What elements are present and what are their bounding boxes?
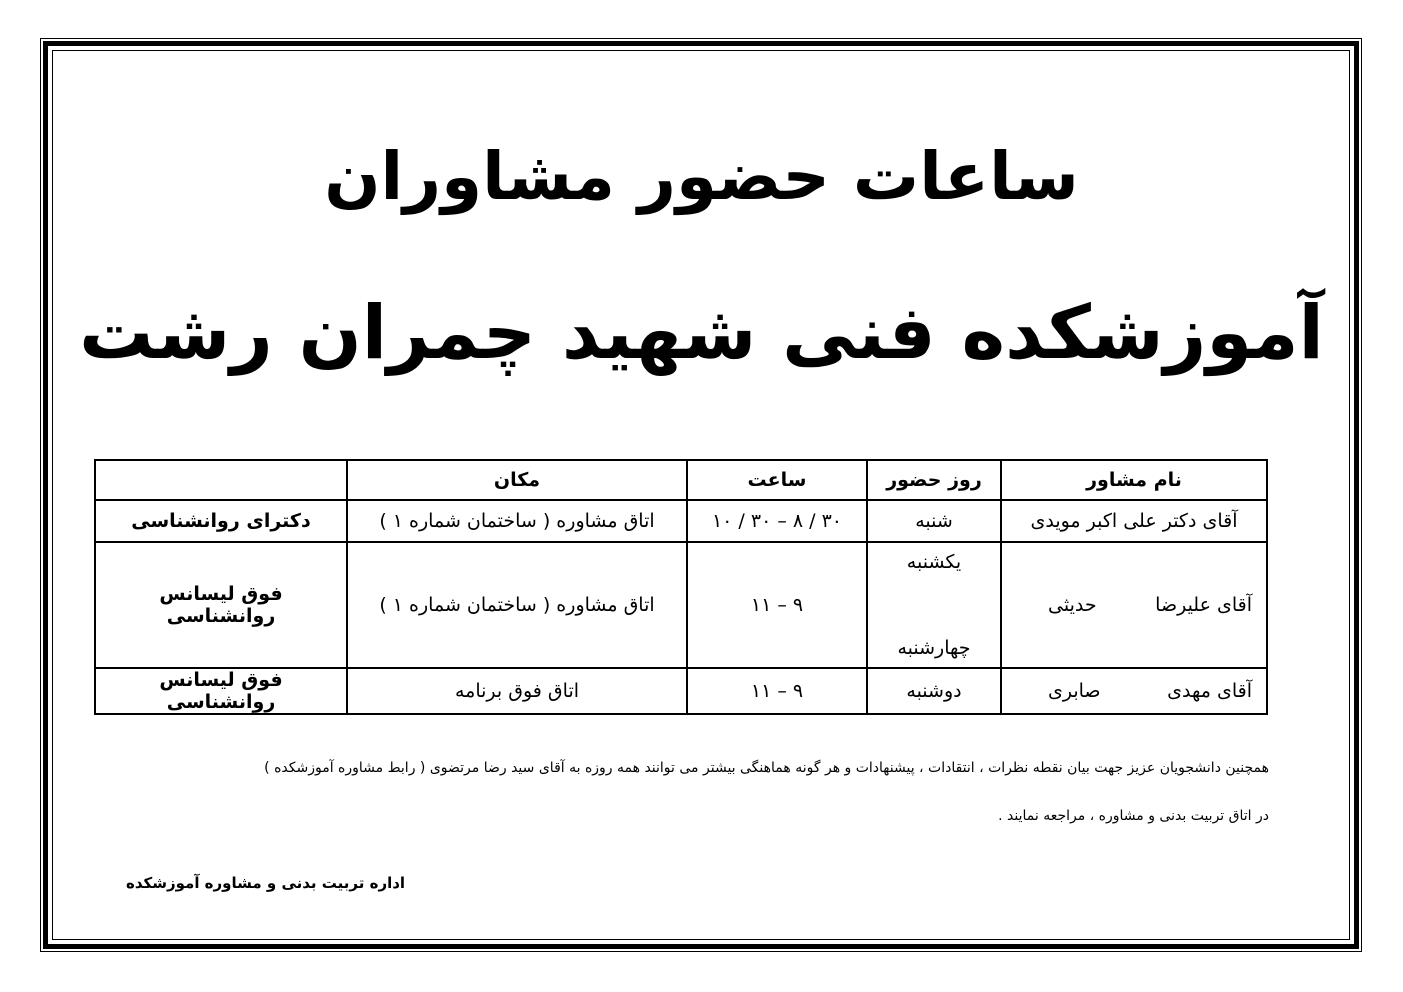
cell-day: شنبه [867, 500, 1001, 542]
schedule-table [94, 459, 1268, 715]
note-line-1: همچنین دانشجویان عزیز جهت بیان نقطه نظرات ، انتقادات ، پیشنهادات و هر گونه هماهنگی بیشتر می توانند همه روزه به آقای سید رضا مرتضوی ( رابط مشاوره آموزشکده ) [264, 760, 1269, 776]
page-subtitle: آموزشکده فنی شهید چمران رشت [79, 290, 1324, 376]
cell-day: دوشنبه [867, 668, 1001, 714]
name-last: صابری [1048, 680, 1101, 702]
table-row [95, 668, 1267, 714]
note-line-2: در اتاق تربیت بدنی و مشاوره ، مراجعه نمایند . [998, 808, 1269, 824]
header-degree [95, 460, 347, 500]
header-name: نام مشاور [1001, 460, 1267, 500]
table-header-row [95, 460, 1267, 500]
signature: اداره تربیت بدنی و مشاوره آموزشکده [126, 874, 406, 892]
page-title: ساعات حضور مشاوران [324, 138, 1079, 215]
cell-place: اتاق مشاوره ( ساختمان شماره ۱ ) [347, 542, 687, 668]
cell-degree: فوق لیسانس روانشناسی [95, 542, 347, 668]
cell-degree: فوق لیسانس روانشناسی [95, 668, 347, 714]
name-first: آقای علیرضا [1155, 594, 1252, 616]
name-last: حدیثی [1048, 594, 1097, 616]
cell-day [867, 542, 1001, 668]
cell-place: اتاق فوق برنامه [347, 668, 687, 714]
header-day: روز حضور [867, 460, 1001, 500]
header-time: ساعت [687, 460, 867, 500]
cell-time: ۹ – ۱۱ [687, 668, 867, 714]
cell-place: اتاق مشاوره ( ساختمان شماره ۱ ) [347, 500, 687, 542]
cell-degree: دکترای روانشناسی [95, 500, 347, 542]
cell-time: ۹ – ۱۱ [687, 542, 867, 668]
table-row [95, 500, 1267, 542]
cell-name [1001, 542, 1267, 668]
day-2: چهارشنبه [897, 637, 971, 659]
day-1: یکشنبه [906, 551, 962, 573]
table-row [95, 542, 1267, 668]
name-first: آقای مهدی [1167, 680, 1252, 702]
cell-name [1001, 668, 1267, 714]
cell-time: ۳۰ / ۸ – ۳۰ / ۱۰ [687, 500, 867, 542]
cell-name: آقای دکتر علی اکبر مویدی [1001, 500, 1267, 542]
header-place: مکان [347, 460, 687, 500]
